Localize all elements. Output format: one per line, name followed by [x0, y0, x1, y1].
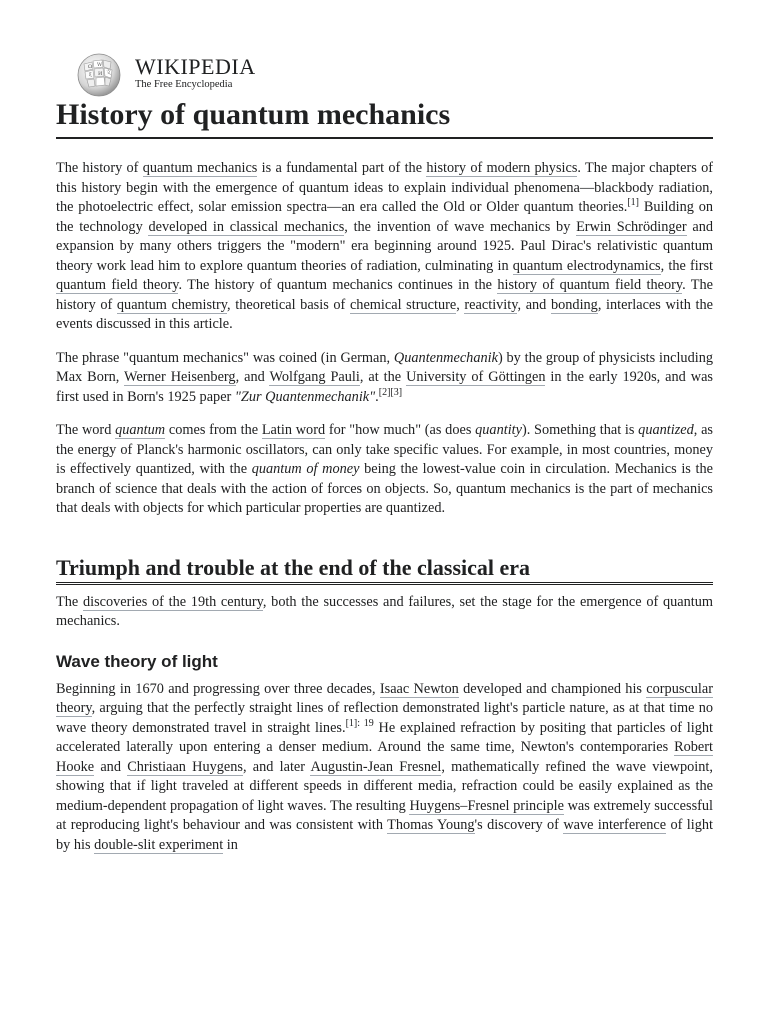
link-isaac-newton[interactable]: Isaac Newton — [379, 680, 459, 697]
svg-text:W: W — [97, 62, 103, 68]
italic-text: quantity — [475, 422, 522, 438]
svg-text:ξ: ξ — [89, 72, 92, 78]
subsection-paragraph-1 — [56, 680, 713, 856]
intro-paragraph-3 — [56, 421, 713, 519]
text: , and later — [243, 758, 311, 775]
text: Building on the technology — [56, 199, 714, 235]
text: and expansion by many others triggers the "modern" era beginning around 1925. Paul Dirac's relativistic quantum theory work lead him to explore quantum theories of radiation, culminating in — [56, 218, 713, 274]
text: being the lowest-value coin in circulation. Mechanics is the branch of science that deals with the action of forces on objects. So, quantum mechanics is the part of mechanics that deals with objects for which particular properties are quantized. — [56, 461, 713, 516]
italic-text: Quantenmechanik — [393, 349, 498, 366]
text: , and — [517, 296, 551, 313]
text: , mathematically refined the wave viewpoint, showing that if light traveled at different speeds in different media, refraction could be easily explained as the medium-dependent propagation of light waves. The resulting — [56, 758, 713, 814]
text: , both the successes and failures, set the stage for the emergence of quantum mechanics. — [56, 593, 713, 629]
reference-1[interactable] — [346, 718, 374, 729]
link-augustin-jean-fresnel[interactable]: Augustin-Jean Fresnel — [310, 758, 442, 775]
text: , the invention of wave mechanics by — [344, 218, 577, 235]
reference-3[interactable]: [3] — [390, 386, 403, 398]
link-history-of-modern-physics[interactable]: history of modern physics — [426, 160, 578, 176]
reference-2[interactable]: [2] — [378, 386, 391, 398]
link-reactivity[interactable]: reactivity — [464, 296, 518, 313]
link-wave-interference[interactable]: wave interference — [563, 817, 667, 833]
link-university-of-gottingen[interactable]: University of Göttingen — [406, 369, 546, 385]
article-content — [56, 94, 713, 855]
text: , interlaces with the events discussed in this article. — [56, 296, 713, 332]
wikipedia-globe-icon — [74, 52, 124, 98]
reference-page: : 19 — [357, 717, 374, 729]
subsection-heading-wave-theory-of-light: Wave theory of light — [56, 651, 218, 671]
svg-text:И: И — [98, 71, 103, 77]
section-heading-triumph-and-trouble: Triumph and trouble at the end of the classical era — [56, 555, 713, 585]
text: and — [94, 758, 128, 775]
text: , as the energy of Planck's harmonic oscillators, can only take specific values. For example, in most countries, money is effectively quantized, with the — [56, 422, 713, 477]
text: , and — [235, 369, 270, 385]
link-corpuscular-theory[interactable]: corpuscular theory — [56, 680, 713, 716]
text: in the early 1920s, and was first used in Born's 1925 paper — [56, 369, 713, 405]
text: . — [375, 388, 379, 405]
text: in — [223, 836, 238, 853]
text: ). Something that is — [521, 422, 639, 438]
link-erwin-schrodinger[interactable]: Erwin Schrödinger — [576, 218, 687, 235]
logo-subtitle: The Free Encyclopedia — [135, 79, 233, 90]
italic-text: quantum of money — [251, 461, 360, 477]
link-quantum-chemistry[interactable]: quantum chemistry — [116, 296, 228, 313]
italic-text: quantized — [638, 422, 694, 438]
link-latin-word[interactable]: Latin word — [261, 422, 326, 438]
reference-number: [1] — [345, 717, 358, 729]
link-quantum-mechanics[interactable]: quantum mechanics — [142, 160, 258, 176]
text: Beginning in 1670 and progressing over three decades, — [56, 680, 380, 697]
link-history-of-quantum-field-theory[interactable]: history of quantum field theory — [497, 277, 683, 293]
text: comes from the — [165, 422, 262, 438]
text: , at the — [359, 369, 407, 385]
intro-paragraph-2 — [56, 349, 713, 408]
svg-text:Ω: Ω — [88, 64, 93, 70]
link-quantum-field-theory[interactable]: quantum field theory — [56, 277, 179, 293]
link-discoveries-of-the-19th-century[interactable]: discoveries of the 19th century — [82, 593, 263, 610]
wordmark — [135, 56, 256, 91]
link-quantum[interactable]: quantum — [115, 422, 166, 438]
link-developed-in-classical-mechanics[interactable]: developed in classical mechanics — [148, 218, 345, 235]
text: . The history of quantum mechanics continues in the — [178, 277, 498, 293]
text: , theoretical basis of — [227, 296, 350, 313]
text: ) by the group of physicists including Max Born, — [56, 349, 713, 385]
section-paragraph-1 — [56, 593, 713, 632]
text: He explained refraction by positing that particles of light accelerated laterally upon entering a denser medium. Around the same time, Newton's contemporaries — [56, 719, 714, 755]
link-christiaan-huygens[interactable]: Christiaan Huygens — [127, 758, 243, 775]
link-robert-hooke[interactable]: Robert Hooke — [56, 739, 713, 775]
link-huygens-fresnel-principle[interactable]: Huygens–Fresnel principle — [409, 797, 564, 814]
text: 's discovery of — [474, 817, 564, 833]
text: was extremely successful at reproducing light's behaviour and was consistent with — [56, 797, 714, 833]
text: developed and championed his — [458, 680, 647, 697]
text: The word — [56, 422, 116, 438]
reference-1[interactable]: [1] — [627, 197, 640, 209]
text: , — [456, 296, 465, 313]
link-thomas-young[interactable]: Thomas Young — [387, 817, 475, 833]
link-quantum-electrodynamics[interactable]: quantum electrodynamics — [512, 257, 661, 274]
link-bonding[interactable]: bonding — [550, 296, 598, 313]
text: The phrase "quantum mechanics" was coined (in German, — [56, 349, 394, 366]
text: is a fundamental part of the — [257, 160, 427, 176]
italic-text: "Zur Quantenmechanik" — [234, 388, 376, 405]
link-double-slit-experiment[interactable]: double-slit experiment — [94, 836, 224, 853]
link-chemical-structure[interactable]: chemical structure — [349, 296, 457, 313]
text: The history of — [56, 160, 143, 176]
text: , arguing that the perfectly straight lines of reflection demonstrated light's particle nature, as at that time no wave theory demonstrated travel in straight lines. — [56, 700, 713, 736]
link-wolfgang-pauli[interactable]: Wolfgang Pauli — [269, 369, 360, 385]
intro-paragraph-1 — [56, 159, 713, 335]
text: The — [56, 593, 83, 610]
svg-text:文: 文 — [106, 70, 112, 76]
text: of light by his — [56, 817, 713, 853]
text: . The history of — [56, 277, 713, 313]
text: for "how much" (as does — [325, 422, 476, 438]
link-werner-heisenberg[interactable]: Werner Heisenberg — [124, 369, 236, 385]
text: . The major chapters of this history begin with the emergence of quantum ideas to explain individual phenomena—blackbody radiation, the photoelectric effect, solar emission spectra—an era called the Old or Older quantum theories. — [56, 160, 713, 215]
page-title: History of quantum mechanics — [56, 94, 713, 139]
text: , the first — [660, 257, 713, 274]
logo-title: WIKIPEDIA — [135, 54, 256, 79]
